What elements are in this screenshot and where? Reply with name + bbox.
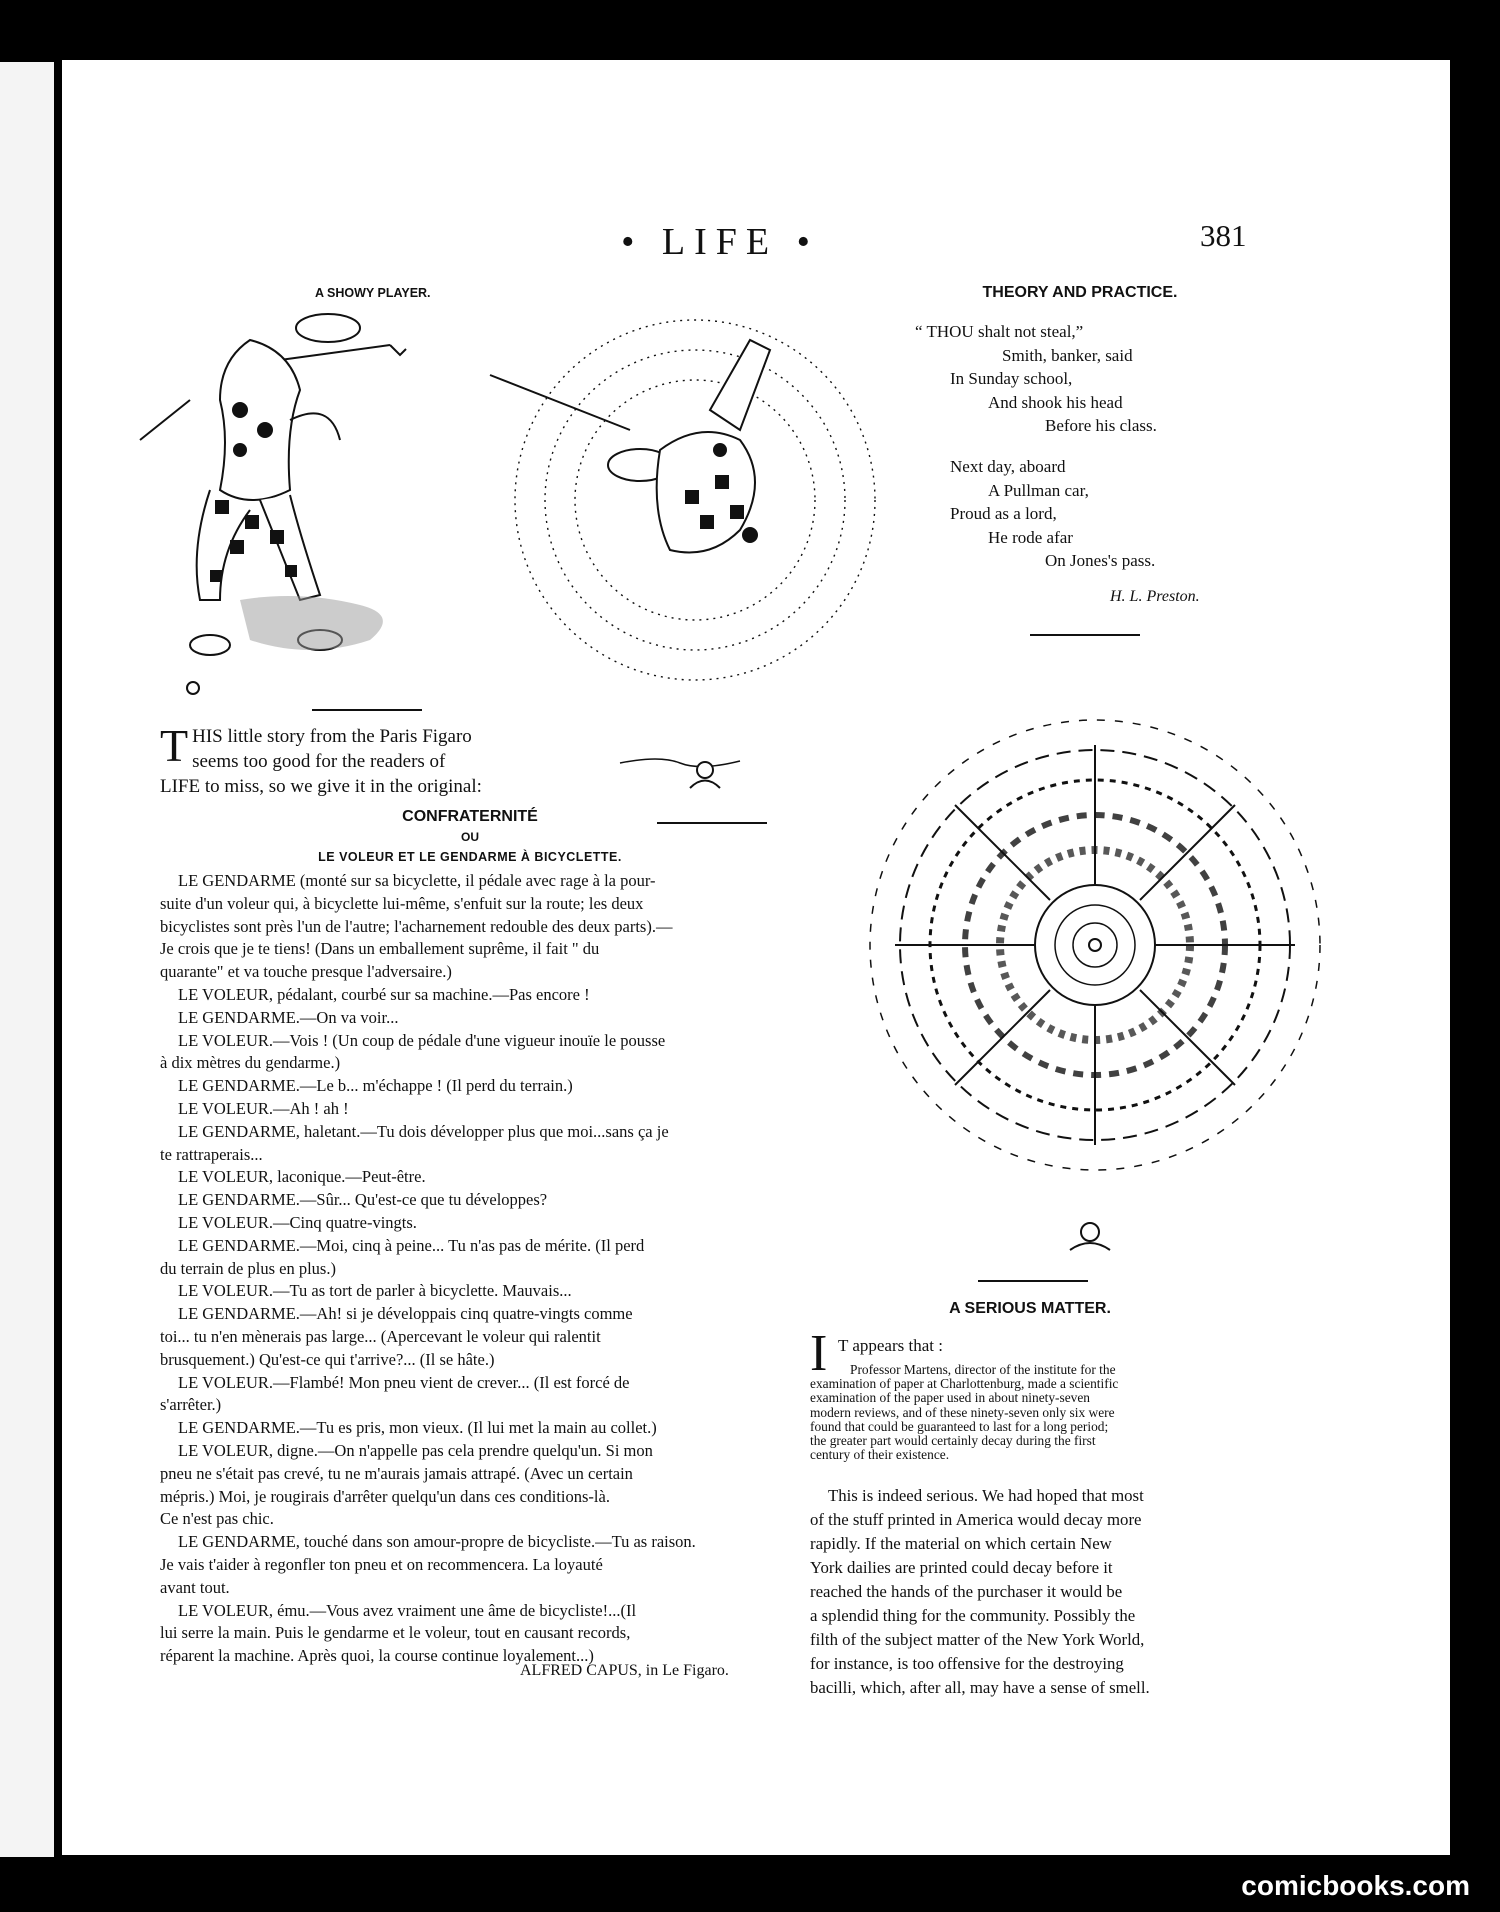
text-line: mépris.) Moi, je rougirais d'arrêter quelqu'un dans ces conditions-là. bbox=[160, 1486, 610, 1506]
text-line: suite d'un voleur qui, à bicyclette lui-même, s'enfuit sur la route; les deux bbox=[160, 893, 644, 913]
poem-title: THEORY AND PRACTICE. bbox=[982, 284, 1178, 301]
divider bbox=[312, 709, 422, 711]
text-line: LE VOLEUR.—Ah ! ah ! bbox=[178, 1098, 349, 1118]
poem-stanza-2 bbox=[950, 455, 1155, 573]
text-line: LE VOLEUR, ému.—Vous avez vraiment une âme de bicycliste!...(Il bbox=[178, 1600, 637, 1620]
text-line: LE VOLEUR.—Flambé! Mon pneu vient de crever... (Il est forcé de bbox=[178, 1372, 630, 1392]
golfer-illustration bbox=[90, 300, 470, 710]
ornament-icon bbox=[1045, 1218, 1135, 1258]
text-line: LE GENDARME.—Sûr... Qu'est-ce que tu développes? bbox=[178, 1190, 548, 1210]
intro-line: LIFE to miss, so we give it in the original: bbox=[160, 776, 482, 797]
story-subtitle: LE VOLEUR ET LE GENDARME À BICYCLETTE. bbox=[318, 850, 622, 864]
intro-line: HIS little story from the Paris Figaro bbox=[192, 726, 472, 747]
text-line: LE VOLEUR.—Tu as tort de parler à bicyclette. Mauvais... bbox=[178, 1281, 572, 1301]
text-line: LE VOLEUR, pédalant, courbé sur sa machine.—Pas encore ! bbox=[178, 984, 590, 1004]
text-line: LE VOLEUR, digne.—On n'appelle pas cela prendre quelqu'un. Si mon bbox=[178, 1440, 653, 1460]
masthead: • LIFE • bbox=[621, 221, 819, 263]
text-line: te rattraperais... bbox=[160, 1144, 263, 1164]
text-line: rapidly. If the material on which certain New bbox=[810, 1534, 1112, 1553]
text-line: LE VOLEUR, laconique.—Peut-être. bbox=[178, 1167, 426, 1187]
text-line: modern reviews, and of these ninety-seven only six were bbox=[810, 1404, 1115, 1420]
text-line: bacilli, which, after all, may have a sense of smell. bbox=[810, 1678, 1150, 1697]
poem-line: Before his class. bbox=[1045, 416, 1157, 435]
story-ou: OU bbox=[461, 830, 479, 844]
ornament-icon bbox=[615, 748, 745, 798]
text-line: s'arrêter.) bbox=[160, 1395, 222, 1415]
text-line: of the stuff printed in America would decay more bbox=[810, 1510, 1142, 1529]
text-line: brusquement.) Qu'est-ce qui t'arrive?... (Il se hâte.) bbox=[160, 1349, 495, 1369]
text-line: reached the hands of the purchaser it would be bbox=[810, 1582, 1123, 1601]
text-line: LE GENDARME, touché dans son amour-propre de bicycliste.—Tu as raison. bbox=[178, 1532, 696, 1552]
text-line: à dix mètres du gendarme.) bbox=[160, 1053, 341, 1073]
text-line: toi... tu n'en mènerais pas large... (Apercevant le voleur qui ralentit bbox=[160, 1326, 601, 1346]
text-line: Je crois que je te tiens! (Dans un emballement suprême, il fait " du bbox=[160, 939, 600, 959]
intro-paragraph bbox=[160, 720, 580, 799]
text-line: LE VOLEUR.—Cinq quatre-vingts. bbox=[178, 1212, 417, 1232]
poem-line: A Pullman car, bbox=[988, 480, 1089, 500]
text-line: LE GENDARME, haletant.—Tu dois développer plus que moi...sans ça je bbox=[178, 1121, 669, 1141]
golf-whirl-illustration bbox=[840, 655, 1350, 1235]
text-line: LE GENDARME.—On va voir... bbox=[178, 1007, 399, 1027]
article-quote bbox=[810, 1363, 1258, 1462]
text-line: avant tout. bbox=[160, 1577, 230, 1597]
poem-line: Smith, banker, said bbox=[1002, 345, 1133, 365]
poem-line: In Sunday school, bbox=[950, 369, 1073, 388]
text-line: lui serre la main. Puis le gendarme et le voleur, tout en causant records, bbox=[160, 1623, 631, 1643]
text-line: LE VOLEUR.—Vois ! (Un coup de pédale d'une vigueur inouïe le pousse bbox=[178, 1030, 666, 1050]
article-lead: T appears that : bbox=[838, 1336, 943, 1355]
poem-line: Proud as a lord, bbox=[950, 504, 1057, 523]
previous-page-edge bbox=[0, 62, 54, 1857]
text-line: Je vais t'aider à regonfler ton pneu et on recommencera. La loyauté bbox=[160, 1554, 603, 1574]
text-line: Ce n'est pas chic. bbox=[160, 1509, 274, 1529]
poem-line: On Jones's pass. bbox=[1045, 551, 1156, 570]
text-line: LE GENDARME.—Le b... m'échappe ! (Il perd du terrain.) bbox=[178, 1076, 573, 1096]
text-line: This is indeed serious. We had hoped that most bbox=[828, 1486, 1144, 1505]
text-line: du terrain de plus en plus.) bbox=[160, 1258, 336, 1278]
watermark: comicbooks.com bbox=[1241, 1870, 1470, 1901]
poem-line: He rode afar bbox=[988, 527, 1073, 547]
text-line: LE GENDARME (monté sur sa bicyclette, il pédale avec rage à la pour- bbox=[178, 871, 656, 890]
text-line: bicyclistes sont près l'un de l'autre; l'acharnement redouble des deux parts).— bbox=[160, 916, 673, 936]
poem-line: “ THOU shalt not steal,” bbox=[915, 322, 1084, 341]
story-text bbox=[160, 870, 785, 1668]
drop-cap: I bbox=[810, 1325, 828, 1382]
intro-line: seems too good for the readers of bbox=[192, 751, 446, 772]
page-number: 381 bbox=[1200, 218, 1247, 253]
article-body bbox=[810, 1484, 1258, 1700]
text-line: for instance, is too offensive for the destroying bbox=[810, 1654, 1124, 1673]
divider bbox=[978, 1280, 1088, 1282]
text-line: quarante" et va touche presque l'adversaire.) bbox=[160, 962, 452, 982]
divider bbox=[1030, 634, 1140, 636]
text-line: LE GENDARME.—Tu es pris, mon vieux. (Il lui met la main au collet.) bbox=[178, 1418, 657, 1438]
text-line: century of their existence. bbox=[810, 1447, 950, 1463]
spinning-golfer-illustration bbox=[480, 290, 900, 710]
text-line: filth of the subject matter of the New York World, bbox=[810, 1630, 1145, 1649]
text-line: examination of the paper used in about ninety-seven bbox=[810, 1390, 1091, 1406]
text-line: a splendid thing for the community. Possibly the bbox=[810, 1606, 1136, 1625]
story-signature: ALFRED CAPUS, in Le Figaro. bbox=[520, 1662, 729, 1679]
text-line: examination of paper at Charlottenburg, made a scientific bbox=[810, 1376, 1119, 1392]
cartoon-caption: A SHOWY PLAYER. bbox=[315, 286, 431, 300]
text-line: LE GENDARME.—Ah! si je développais cinq quatre-vingts comme bbox=[178, 1304, 633, 1324]
text-line: réparent la machine. Après quoi, la course continue loyalement...) bbox=[160, 1646, 594, 1666]
text-line: the greater part would certainly decay during the first bbox=[810, 1433, 1096, 1449]
poem-author: H. L. Preston. bbox=[1110, 588, 1200, 605]
drop-cap: T bbox=[160, 720, 189, 771]
poem-stanza-1 bbox=[915, 320, 1157, 438]
text-line: York dailies are printed could decay before it bbox=[810, 1558, 1113, 1577]
poem-line: Next day, aboard bbox=[950, 457, 1066, 476]
article-title: A SERIOUS MATTER. bbox=[949, 1300, 1111, 1317]
text-line: pneu ne s'était pas crevé, tu ne m'aurais jamais attrapé. (Avec un certain bbox=[160, 1463, 633, 1483]
story-title: CONFRATERNITÉ bbox=[402, 808, 538, 825]
text-line: found that could be guaranteed to last for a long period; bbox=[810, 1418, 1109, 1434]
poem-line: And shook his head bbox=[988, 392, 1123, 412]
text-line: LE GENDARME.—Moi, cinq à peine... Tu n'as pas de mérite. (Il perd bbox=[178, 1235, 645, 1255]
text-line: Professor Martens, director of the institute for the bbox=[850, 1362, 1116, 1377]
